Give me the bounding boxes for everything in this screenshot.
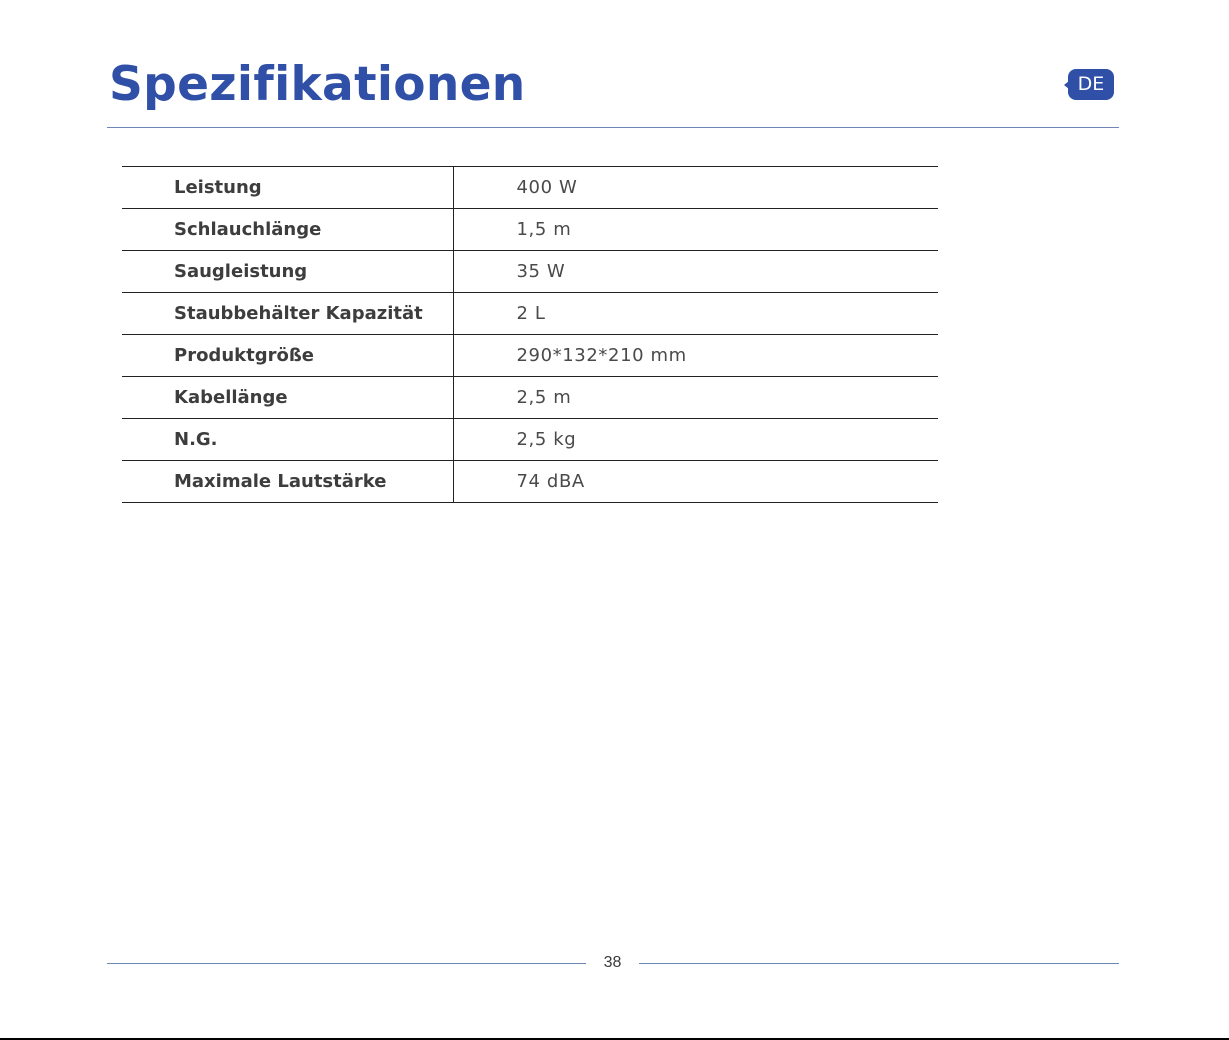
spec-value: 2 L <box>453 293 938 335</box>
spec-label: Saugleistung <box>122 251 453 293</box>
spec-value: 290*132*210 mm <box>453 335 938 377</box>
footer-divider-left <box>107 963 586 964</box>
spec-label: Kabellänge <box>122 377 453 419</box>
table-row <box>122 293 938 335</box>
language-badge: DE <box>1068 69 1114 100</box>
table-row <box>122 335 938 377</box>
spec-label: Leistung <box>122 167 453 209</box>
spec-value: 35 W <box>453 251 938 293</box>
spec-label: Produktgröße <box>122 335 453 377</box>
specifications-table <box>122 166 938 503</box>
spec-value: 74 dBA <box>453 461 938 503</box>
spec-label: N.G. <box>122 419 453 461</box>
header-divider <box>107 127 1119 128</box>
spec-label: Maximale Lautstärke <box>122 461 453 503</box>
spec-label: Schlauchlänge <box>122 209 453 251</box>
spec-value: 400 W <box>453 167 938 209</box>
spec-label: Staubbehälter Kapazität <box>122 293 453 335</box>
spec-value: 2,5 m <box>453 377 938 419</box>
table-row <box>122 461 938 503</box>
table-row <box>122 209 938 251</box>
table-row <box>122 419 938 461</box>
page-title: Spezifikationen <box>109 57 526 112</box>
table-row <box>122 251 938 293</box>
page-number: 38 <box>603 954 622 971</box>
spec-value: 1,5 m <box>453 209 938 251</box>
spec-value: 2,5 kg <box>453 419 938 461</box>
footer-divider-right <box>639 963 1119 964</box>
table-row <box>122 167 938 209</box>
table-row <box>122 377 938 419</box>
